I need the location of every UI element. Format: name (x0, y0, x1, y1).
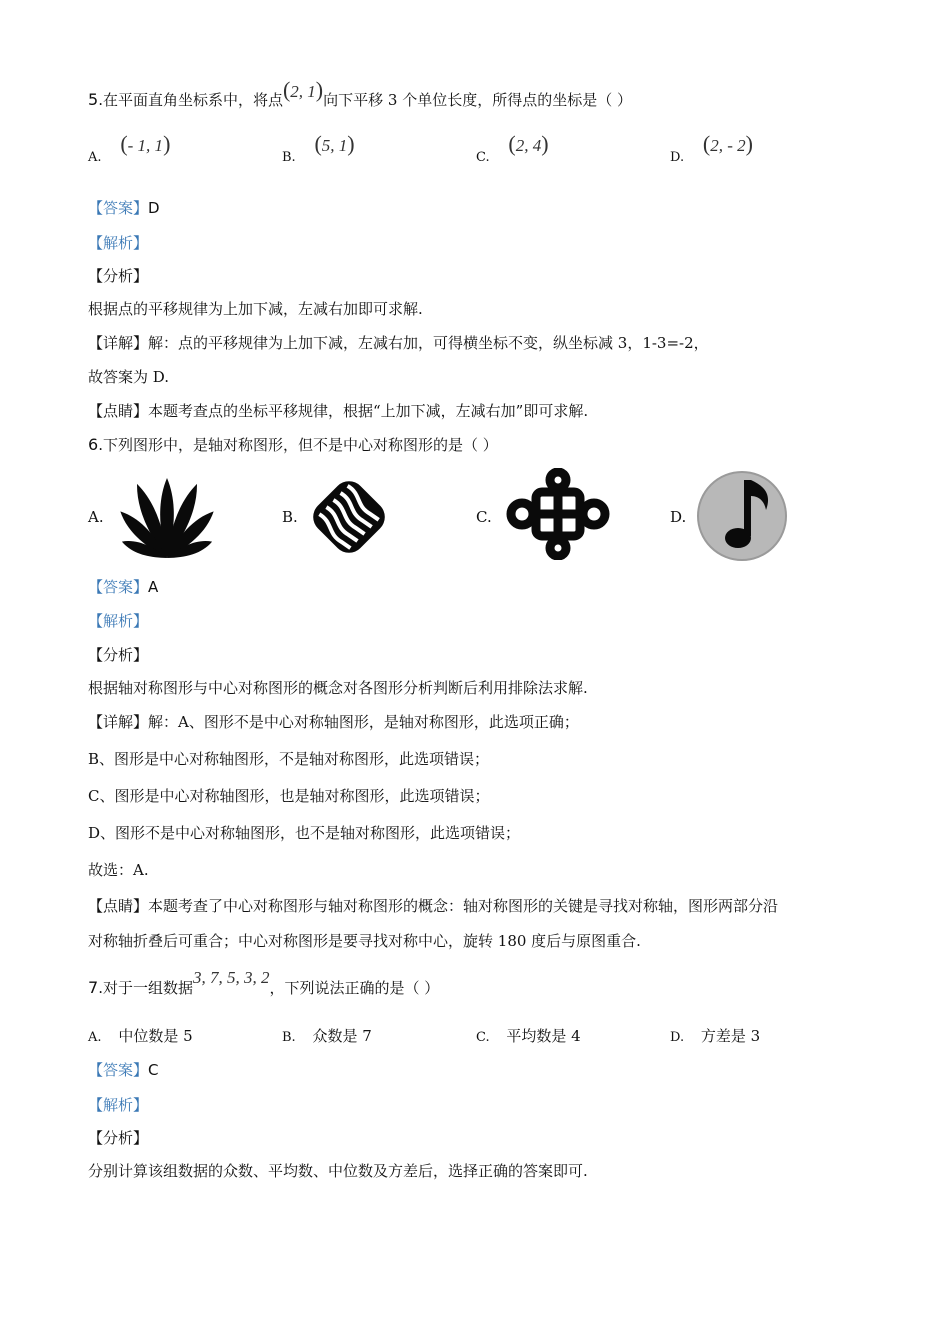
q7-option-c[interactable]: C. 平均数是 4 (476, 1027, 581, 1045)
q6-line-b: B、图形是中心对称轴图形，不是轴对称图形，此选项错误； (88, 750, 490, 768)
q7-option-b[interactable]: B. 众数是 7 (282, 1027, 372, 1045)
q7-answer-value: C (148, 1061, 159, 1079)
q6-option-c-knot-logo-icon[interactable] (500, 468, 616, 560)
q7-answer: 【答案】C (88, 1061, 159, 1079)
q6-fenxi: 根据轴对称图形与中心对称图形的概念对各图形分析判断后利用排除法求解. (88, 679, 588, 697)
q5-option-c[interactable]: C. (2, 4) (476, 131, 549, 165)
q5-option-b[interactable]: B. (5, 1) (282, 131, 355, 165)
q7-option-b-value: 众数是 7 (312, 1027, 372, 1045)
q7-option-d-value: 方差是 3 (700, 1027, 761, 1045)
q5-point: 2, 1 (290, 82, 316, 101)
q5-xiangjie: 【详解】解：点的平移规律为上加下减，左减右加，可得横坐标不变，纵坐标减 3，1-3=-2， (88, 334, 709, 352)
q7-text-pre: .对于一组数据 (98, 979, 193, 997)
q5-stem: 5.在平面直角坐标系中，将点(2, 1)向下平移 3 个单位长度，所得点的坐标是（ ） (88, 77, 632, 109)
q6-xiangjie: 【详解】解：A、图形不是中心对称轴图形，是轴对称图形，此选项正确； (88, 713, 579, 731)
q7-option-a-value: 中位数是 5 (118, 1027, 193, 1045)
q6-option-d-music-note-logo-icon[interactable] (694, 466, 790, 562)
q7-data: 3, 7, 5, 3, 2 (192, 968, 270, 987)
q6-answer-value: A (148, 578, 159, 596)
q5-text-post: 向下平移 3 个单位长度，所得点的坐标是（ ） (323, 91, 632, 109)
q6-text: .下列图形中，是轴对称图形，但不是中心对称图形的是（ ） (98, 436, 498, 454)
q5-option-d-value: 2, - 2 (710, 136, 746, 155)
q5-dianjing: 【点睛】本题考查点的坐标平移规律，根据“上加下减，左减右加”即可求解. (88, 402, 589, 420)
q6-jiexi: 【解析】 (88, 612, 149, 630)
q6-line-d: D、图形不是中心对称轴图形，也不是轴对称图形，此选项错误； (88, 824, 521, 842)
q5-option-a[interactable]: A. (- 1, 1) (88, 131, 171, 165)
q7-jiexi: 【解析】 (88, 1096, 149, 1114)
q6-option-b-stripe-logo-icon[interactable] (306, 474, 392, 560)
q5-fenxi-tag: 【分析】 (88, 267, 149, 285)
q6-line-c: C、图形是中心对称轴图形，也是轴对称图形，此选项错误； (88, 787, 490, 805)
q7-option-a[interactable]: A. 中位数是 5 (88, 1027, 193, 1045)
q6-answer: 【答案】A (88, 578, 159, 596)
q6-stem (88, 435, 498, 455)
q6-option-b-label: B. (282, 508, 298, 526)
q5-text-pre: .在平面直角坐标系中，将点 (98, 91, 283, 109)
q7-text-post: ，下列说法正确的是（ ） (269, 979, 440, 997)
q5-option-b-value: 5, 1 (321, 136, 348, 155)
q5-option-a-value: - 1, 1 (127, 136, 164, 155)
q6-conclusion: 故选：A. (88, 861, 149, 879)
q5-option-c-value: 2, 4 (515, 136, 542, 155)
q6-number: 6 (88, 435, 99, 454)
q6-option-a-label: A. (88, 508, 104, 526)
q6-dianjing-2: 对称轴折叠后可重合；中心对称图形是要寻找对称中心，旋转 180 度后与原图重合. (88, 932, 641, 950)
q5-conclusion: 故答案为 D. (88, 368, 170, 386)
q7-fenxi: 分别计算该组数据的众数、平均数、中位数及方差后，选择正确的答案即可. (88, 1162, 588, 1180)
q7-stem (88, 968, 440, 998)
q6-dianjing-1: 【点睛】本题考查了中心对称图形与轴对称图形的概念：轴对称图形的关键是寻找对称轴，图形两部分沿 (88, 897, 779, 915)
q6-option-a-fan-logo-icon[interactable] (112, 474, 222, 560)
q5-jiexi: 【解析】 (88, 234, 149, 252)
q5-number: 5 (88, 90, 99, 109)
q6-option-d-label: D. (670, 508, 687, 526)
q5-answer-value: D (148, 199, 160, 217)
q5-fenxi: 根据点的平移规律为上加下减，左减右加即可求解. (88, 300, 423, 318)
q7-fenxi-tag: 【分析】 (88, 1129, 149, 1147)
q5-answer: 【答案】D (88, 199, 160, 217)
q7-option-c-value: 平均数是 4 (506, 1027, 581, 1045)
q6-fenxi-tag: 【分析】 (88, 646, 149, 664)
q7-option-d[interactable]: D. 方差是 3 (670, 1027, 761, 1045)
q5-option-d[interactable]: D. (2, - 2) (670, 131, 753, 165)
q7-number: 7 (88, 978, 99, 997)
q6-option-c-label: C. (476, 508, 492, 526)
